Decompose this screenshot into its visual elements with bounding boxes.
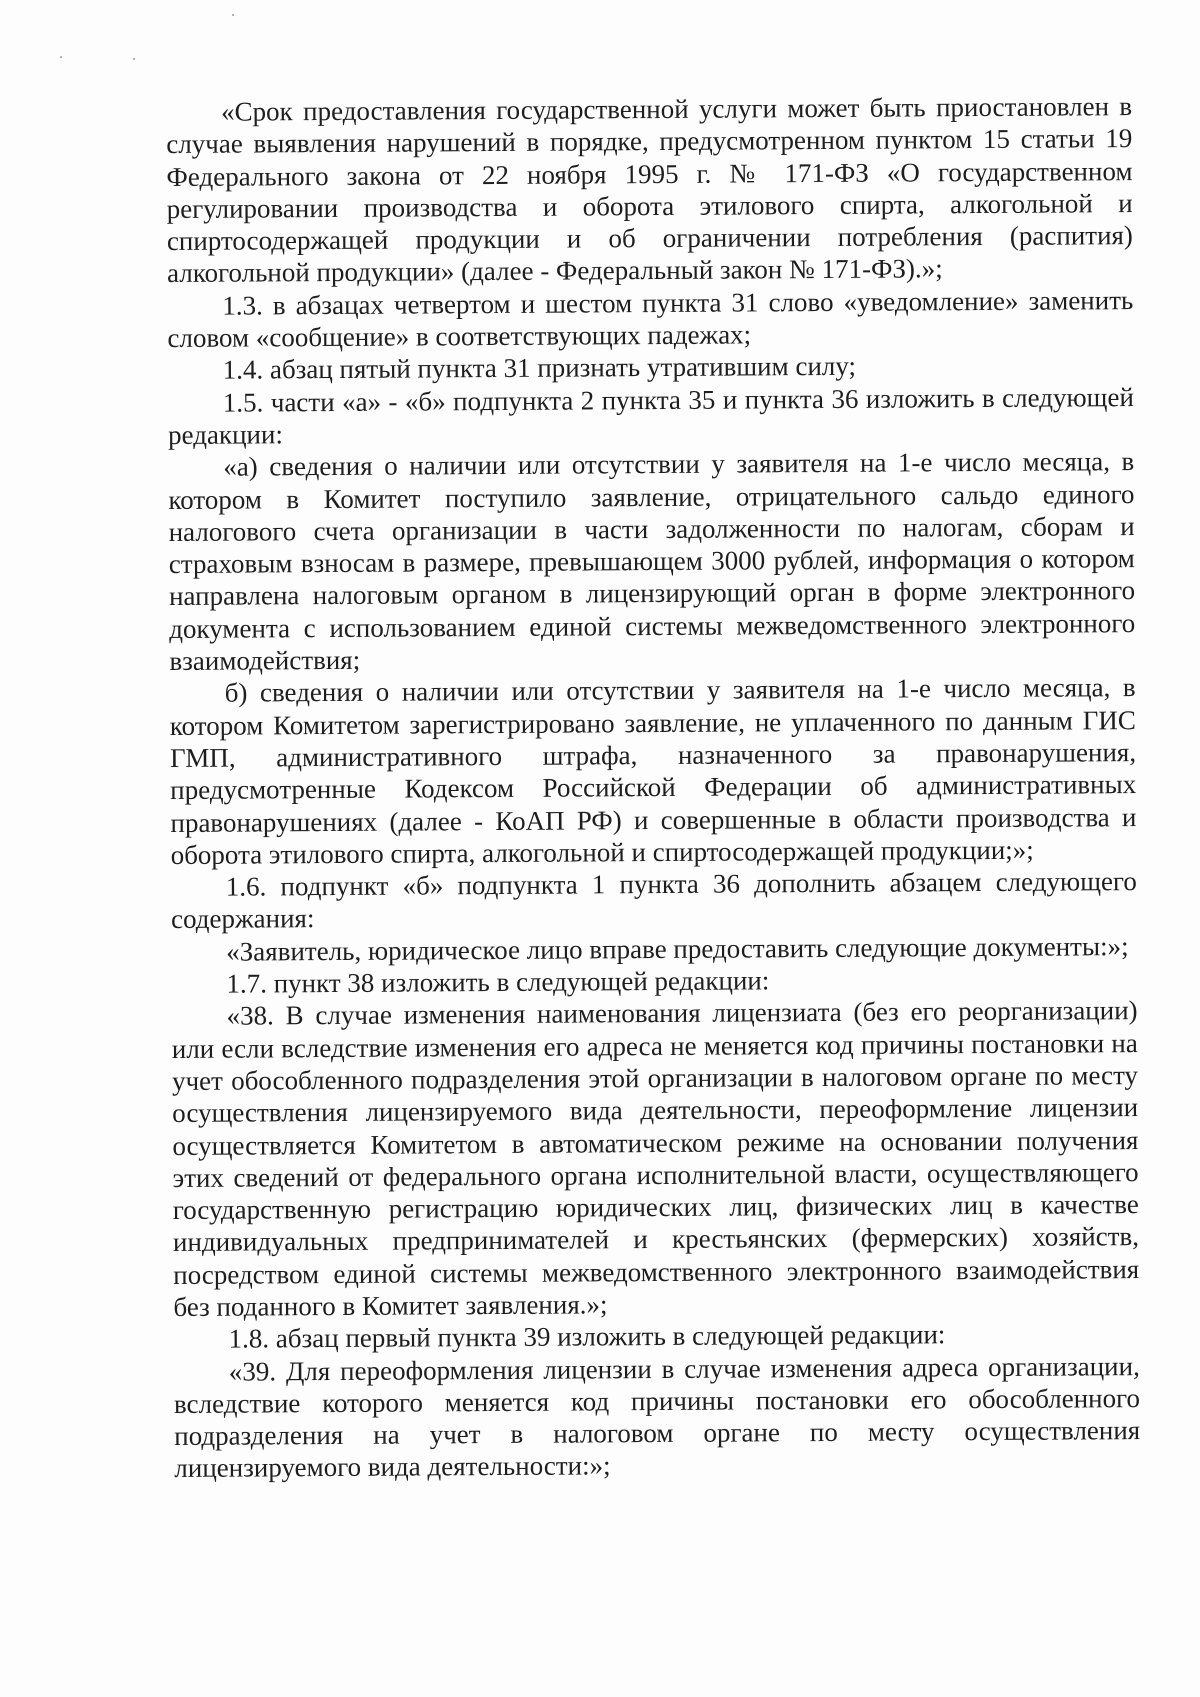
scan-speck (133, 58, 135, 60)
paragraph-1-3: 1.3. в абзацах четвертом и шестом пункта 31 слово «уведомление» заменить словом «сообщение» в соответствующих падежах; (167, 284, 1134, 354)
paragraph-1-8: 1.8. абзац первый пункта 39 изложить в следующей редакции: (228, 1319, 946, 1354)
paragraph-1-7: 1.7. пункт 38 изложить в следующей редакции: (226, 965, 770, 999)
paragraph-applicant: «Заявитель, юридическое лицо вправе предоставить следующие документы:»; (226, 930, 1129, 967)
paragraph-item-b: б) сведения о наличии или отсутствии у заявителя на 1-е число месяца, в котором Комитетом зарегистрировано заявление, не уплаченного по данным ГИС ГМП, административного штрафа, назначенного за правонарушения, предусмотренные Кодексом Российской Федерации об административных правонарушениях (далее - КоАП РФ) и совершенные в области производства и оборота этилового спирта, алкогольной и спиртосодержащей продукции;»; (169, 672, 1137, 870)
paragraph-38: «38. В случае изменения наименования лицензиата (без его реорганизации) или если вследствие изменения его адреса не меняется код причины постановки на учет обособленного подразделения этой организации в налоговом органе по месту осуществления лицензируемого вида деятельности, переоформление лицензии осуществляется Комитетом в автоматическом режиме на основании получения этих сведений от федерального органа исполнительной власти, осуществляющего государственную регистрацию юридических лиц, физических лиц в качестве индивидуальных предпринимателей и крестьянских (фермерских) хозяйств, посредством единой системы межведомственного электронного взаимодействия без поданного в Комитет заявления.»; (171, 995, 1140, 1322)
scan-speck (60, 56, 62, 58)
paragraph-39: «39. Для переоформления лицензии в случае изменения адреса организации, вследствие которого меняется код причины постановки его обособленного подразделения на учет в налоговом органе по месту осуществления лицензируемого вида деятельности:»; (173, 1350, 1141, 1484)
paragraph-1-4: 1.4. абзац пятый пункта 31 признать утратившим силу; (222, 351, 857, 386)
paragraph-1-5: 1.5. части «а» - «б» подпункта 2 пункта 35 и пункта 36 изложить в следующей редакции: (167, 381, 1134, 450)
scan-speck (232, 14, 234, 16)
document-body (166, 90, 1140, 1485)
paragraph-item-a: «а) сведения о наличии или отсутствии у заявителя на 1-е число месяца, в котором в Комитет поступило заявление, отрицательного сальдо единого налогового счета организации в части задолженности по налогам, сборам и страховым взносам в размере, превышающем 3000 рублей, информация о котором направлена налоговым органом в лицензирующий орган в форме электронного документа с использованием единой системы межведомственного электронного взаимодействия; (168, 446, 1136, 677)
paragraph-1-6: 1.6. подпункт «б» подпункта 1 пункта 36 дополнить абзацем следующего содержания: (170, 866, 1137, 935)
paragraph-1: «Срок предоставления государственной услуги может быть приостановлен в случае выявления нарушений в порядке, предусмотренном пунктом 15 статьи 19 Федерального закона от 22 ноября 1995 г. № 171-ФЗ «О государственном регулировании производства и оборота этилового спирта, алкогольной и спиртосодержащей продукции и об ограничении потребления (распития) алкогольной продукции» (далее - Федеральный закон № 171-ФЗ).»; (166, 91, 1133, 289)
